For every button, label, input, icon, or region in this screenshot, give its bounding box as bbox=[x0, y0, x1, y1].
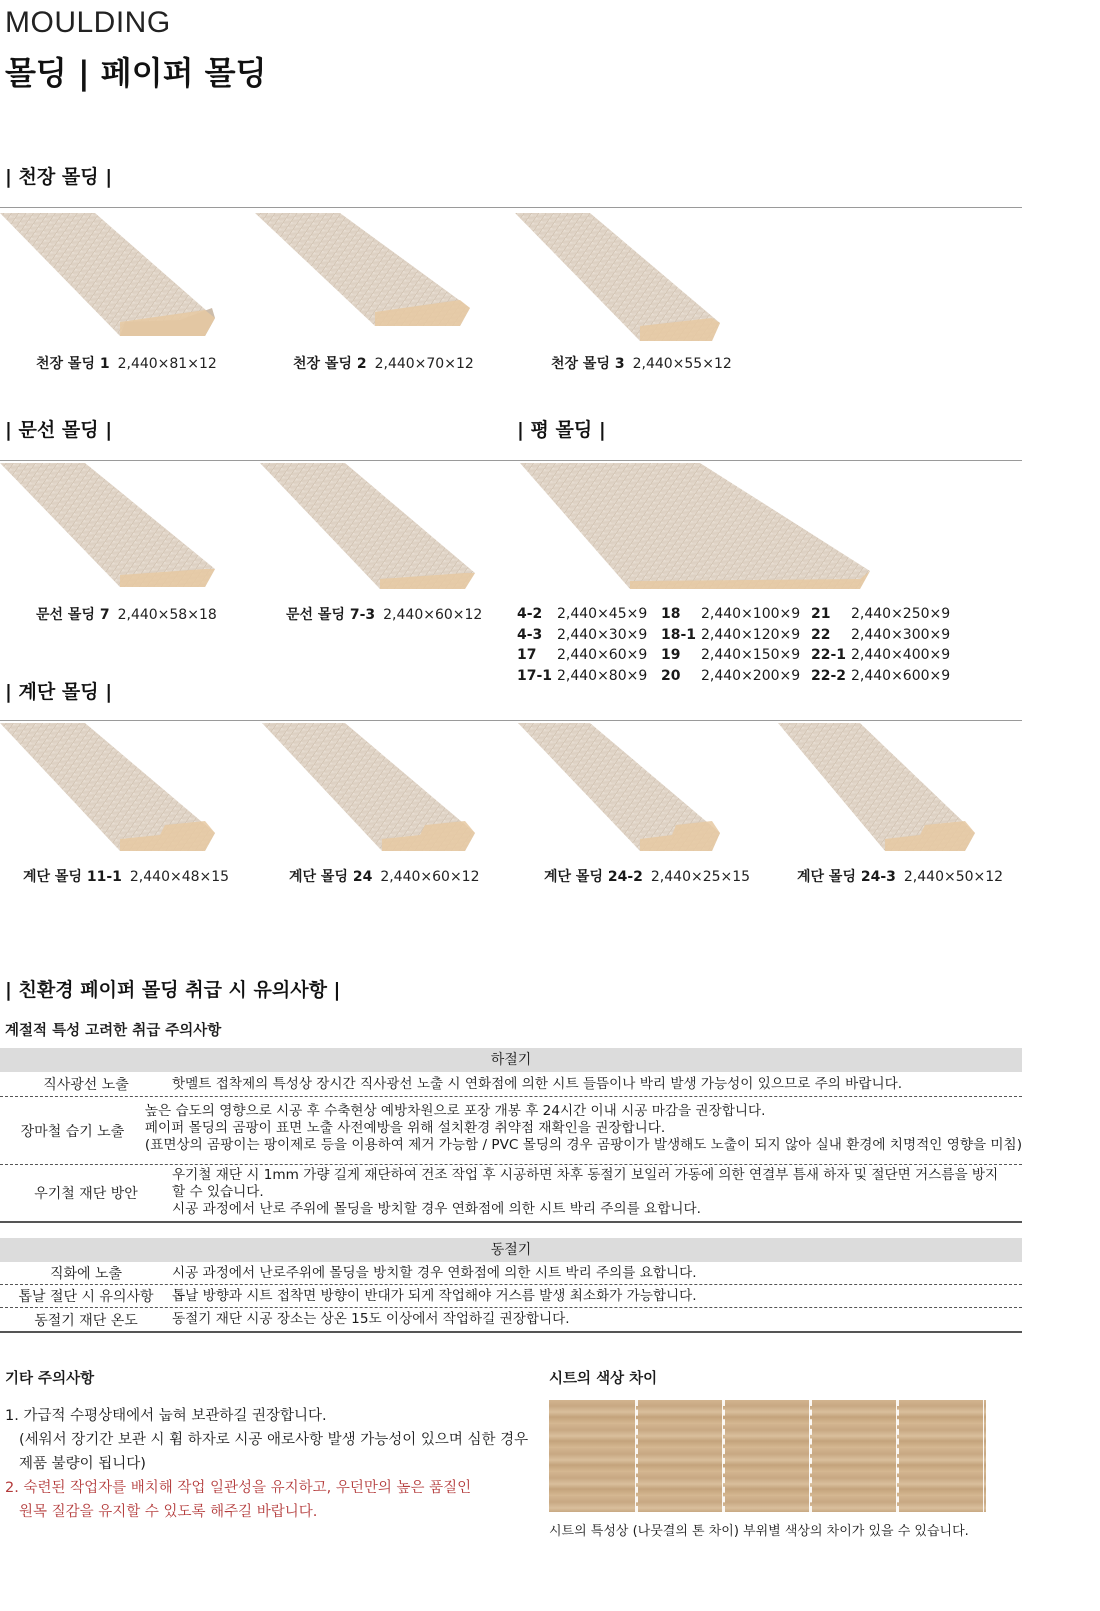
row-line: (표면상의 곰팡이는 팡이제로 등을 이용하여 제거 가능함 / PVC 몰딩의 경우 곰팡이가 발생해도 노출이 되지 않아 실내 환경에 치명적인 영향을 미침) bbox=[144, 1137, 1022, 1153]
stair-moulding-11-1-image bbox=[0, 723, 215, 851]
row-text bbox=[172, 1072, 1022, 1096]
row-text bbox=[172, 1285, 1022, 1307]
spec-code: 22-2 bbox=[811, 667, 847, 684]
spec-size: 2,440×250×9 bbox=[851, 606, 951, 622]
table-row bbox=[0, 1072, 1022, 1097]
spec-code: 18 bbox=[661, 606, 681, 622]
row-line: 시공 과정에서 난로 주위에 몰딩을 방치할 경우 연화점에 의한 시트 박리 주의를 요합니다. bbox=[172, 1201, 701, 1217]
spec-code: 22-1 bbox=[811, 647, 847, 663]
spec-size: 2,440×100×9 bbox=[701, 606, 801, 622]
section-title-ceiling: | 천장 몰딩 | bbox=[5, 166, 113, 188]
spec-code: 18-1 bbox=[661, 626, 697, 643]
row-label: 동절기 재단 온도 bbox=[34, 1312, 138, 1329]
flat-moulding-spec-table bbox=[517, 604, 950, 686]
ceiling-moulding-2-image bbox=[255, 213, 470, 326]
table-row bbox=[0, 1097, 1022, 1165]
door-flat-moulding-images bbox=[0, 461, 1022, 591]
sample-divider bbox=[897, 1400, 899, 1512]
spec-code: 4-2 bbox=[517, 606, 543, 622]
other-precautions-list bbox=[5, 1404, 528, 1524]
section-title-stair: | 계단 몰딩 | bbox=[5, 681, 113, 703]
product-size: 2,440×60×12 bbox=[383, 607, 483, 623]
row-label: 톱날 절단 시 유의사항 bbox=[18, 1289, 154, 1305]
spec-size: 2,440×45×9 bbox=[557, 606, 648, 622]
sample-divider bbox=[810, 1400, 812, 1512]
spec-code: 17-1 bbox=[517, 667, 553, 684]
product-size: 2,440×25×15 bbox=[650, 869, 751, 885]
row-line: 페이퍼 몰딩의 곰팡이 표면 노출 사전예방을 위해 설치환경 취약점 재확인을 권장합니다. bbox=[144, 1120, 666, 1136]
stair-moulding-24-2-caption bbox=[544, 866, 750, 886]
winter-precautions-table bbox=[0, 1238, 1022, 1333]
row-text bbox=[172, 1308, 1022, 1331]
stair-moulding-24-image bbox=[262, 723, 475, 851]
seasonal-subtitle: 계절적 특성 고려한 취급 주의사항 bbox=[5, 1023, 222, 1039]
spec-size: 2,440×120×9 bbox=[701, 626, 801, 643]
note-line: 제품 불량이 됩니다) bbox=[19, 1456, 146, 1472]
row-label: 우기철 재단 방안 bbox=[34, 1186, 138, 1202]
spec-size: 2,440×60×9 bbox=[557, 647, 648, 663]
stair-moulding-24-3-caption bbox=[797, 866, 1003, 886]
product-size: 2,440×50×12 bbox=[903, 869, 1004, 885]
note-line: 원목 질감을 유지할 수 있도록 해주길 바랍니다. bbox=[19, 1504, 318, 1520]
header-korean-title: 몰딩 | 페이퍼 몰딩 bbox=[5, 54, 267, 92]
product-size: 2,440×60×12 bbox=[380, 869, 480, 885]
product-name: 천장 몰딩 1 bbox=[36, 356, 110, 372]
other-precautions-title: 기타 주의사항 bbox=[5, 1371, 95, 1387]
row-line: 높은 습도의 영향으로 시공 후 수축현상 예방차원으로 포장 개봉 후 24시간 이내 시공 마감을 권장합니다. bbox=[144, 1103, 766, 1119]
sheet-color-title: 시트의 색상 차이 bbox=[549, 1371, 658, 1387]
spec-row bbox=[517, 645, 950, 666]
spec-code: 4-3 bbox=[517, 626, 543, 643]
flat-moulding-image bbox=[520, 463, 870, 589]
product-size: 2,440×70×12 bbox=[374, 356, 474, 372]
product-name: 천장 몰딩 3 bbox=[551, 356, 625, 372]
row-line: 시공 과정에서 난로주위에 몰딩을 방치할 경우 연화점에 의한 시트 박리 주의를 요합니다. bbox=[172, 1264, 697, 1281]
ceiling-moulding-images bbox=[0, 208, 1022, 348]
row-line: 핫멜트 접착제의 특성상 장시간 직사광선 노출 시 연화점에 의한 시트 들뜸이나 박리 발생 가능성이 있으므로 주의 바랍니다. bbox=[172, 1075, 903, 1092]
spec-row bbox=[517, 604, 950, 625]
summer-table-header: 하절기 bbox=[0, 1048, 1022, 1072]
ceiling-moulding-3-caption bbox=[551, 353, 732, 373]
product-name: 계단 몰딩 11-1 bbox=[23, 869, 122, 885]
row-label: 직사광선 노출 bbox=[43, 1077, 129, 1093]
ceiling-moulding-1-image bbox=[0, 213, 215, 336]
header-english-title: MOULDING bbox=[5, 6, 171, 39]
ceiling-moulding-1-caption bbox=[36, 353, 217, 373]
door-moulding-7-image bbox=[0, 463, 215, 587]
note-line: (세워서 장기간 보관 시 휨 하자로 시공 애로사항 발생 가능성이 있으며 심한 경우 bbox=[19, 1432, 529, 1448]
spec-code: 17 bbox=[517, 647, 537, 663]
row-line: 동절기 재단 시공 장소는 상온 15도 이상에서 작업하길 권장합니다. bbox=[172, 1311, 570, 1327]
product-size: 2,440×58×18 bbox=[117, 607, 217, 623]
row-line: 우기철 재단 시 1mm 가량 길게 재단하여 건조 작업 후 시공하면 차후 동절기 보일러 가동에 의한 연결부 틈새 하자 및 절단면 거스름을 방지 bbox=[172, 1167, 999, 1183]
summer-precautions-table bbox=[0, 1048, 1022, 1223]
spec-size: 2,440×150×9 bbox=[701, 647, 801, 663]
spec-size: 2,440×80×9 bbox=[557, 667, 648, 684]
sample-divider bbox=[723, 1400, 725, 1512]
row-text bbox=[145, 1097, 1022, 1164]
product-name: 계단 몰딩 24 bbox=[289, 869, 373, 885]
spec-code: 20 bbox=[661, 667, 681, 684]
spec-row bbox=[517, 625, 950, 646]
section-title-flat: | 평 몰딩 | bbox=[517, 419, 606, 441]
table-row bbox=[0, 1308, 1022, 1333]
note-line: 2. 숙련된 작업자를 배치해 작업 일관성을 유지하고, 우던만의 높은 품질인 bbox=[5, 1480, 472, 1496]
spec-size: 2,440×400×9 bbox=[851, 647, 951, 663]
stair-moulding-images bbox=[0, 721, 1022, 856]
table-row bbox=[0, 1165, 1022, 1223]
spec-row bbox=[517, 666, 950, 687]
spec-code: 19 bbox=[661, 647, 681, 663]
table-row bbox=[0, 1285, 1022, 1308]
row-label: 장마철 습기 노출 bbox=[20, 1123, 125, 1140]
product-name: 계단 몰딩 24-2 bbox=[544, 869, 643, 885]
spec-size: 2,440×600×9 bbox=[851, 667, 951, 684]
sheet-color-caption: 시트의 특성상 (나뭇결의 톤 차이) 부위별 색상의 차이가 있을 수 있습니다. bbox=[549, 1524, 969, 1539]
ceiling-moulding-2-caption bbox=[293, 353, 474, 373]
product-name: 문선 몰딩 7-3 bbox=[286, 607, 376, 623]
stair-moulding-24-3-image bbox=[778, 723, 975, 851]
ceiling-moulding-3-image bbox=[515, 213, 720, 341]
row-line: 할 수 있습니다. bbox=[172, 1184, 264, 1200]
row-text bbox=[172, 1165, 1022, 1221]
door-moulding-7-caption bbox=[36, 604, 217, 624]
row-line: 톱날 방향과 시트 접착면 방향이 반대가 되게 작업해야 거스름 발생 최소화가 가능합니다. bbox=[172, 1287, 697, 1304]
table-row bbox=[0, 1262, 1022, 1285]
spec-code: 22 bbox=[811, 626, 831, 643]
note-line: 1. 가급적 수평상태에서 눕혀 보관하길 권장합니다. bbox=[5, 1408, 327, 1424]
stair-moulding-24-caption bbox=[289, 866, 480, 886]
stair-moulding-24-2-image bbox=[518, 723, 720, 851]
product-size: 2,440×48×15 bbox=[129, 869, 230, 885]
door-moulding-7-3-image bbox=[260, 463, 475, 589]
spec-size: 2,440×200×9 bbox=[701, 667, 801, 684]
product-name: 문선 몰딩 7 bbox=[36, 607, 110, 623]
door-moulding-7-3-caption bbox=[286, 604, 482, 624]
spec-code: 21 bbox=[811, 606, 831, 622]
product-size: 2,440×81×12 bbox=[117, 356, 217, 372]
sample-divider bbox=[636, 1400, 638, 1512]
product-name: 천장 몰딩 2 bbox=[293, 356, 367, 372]
winter-table-header: 동절기 bbox=[0, 1238, 1022, 1262]
product-size: 2,440×55×12 bbox=[632, 356, 732, 372]
section-title-door: | 문선 몰딩 | bbox=[5, 419, 113, 441]
spec-size: 2,440×300×9 bbox=[851, 626, 951, 643]
row-label: 직화에 노출 bbox=[49, 1266, 123, 1282]
section-title-eco: | 친환경 페이퍼 몰딩 취급 시 유의사항 | bbox=[5, 979, 341, 1001]
row-text bbox=[172, 1262, 1022, 1284]
stair-moulding-11-1-caption bbox=[23, 866, 229, 886]
product-name: 계단 몰딩 24-3 bbox=[797, 869, 896, 885]
sheet-color-sample-image bbox=[549, 1400, 986, 1512]
spec-size: 2,440×30×9 bbox=[557, 626, 648, 643]
